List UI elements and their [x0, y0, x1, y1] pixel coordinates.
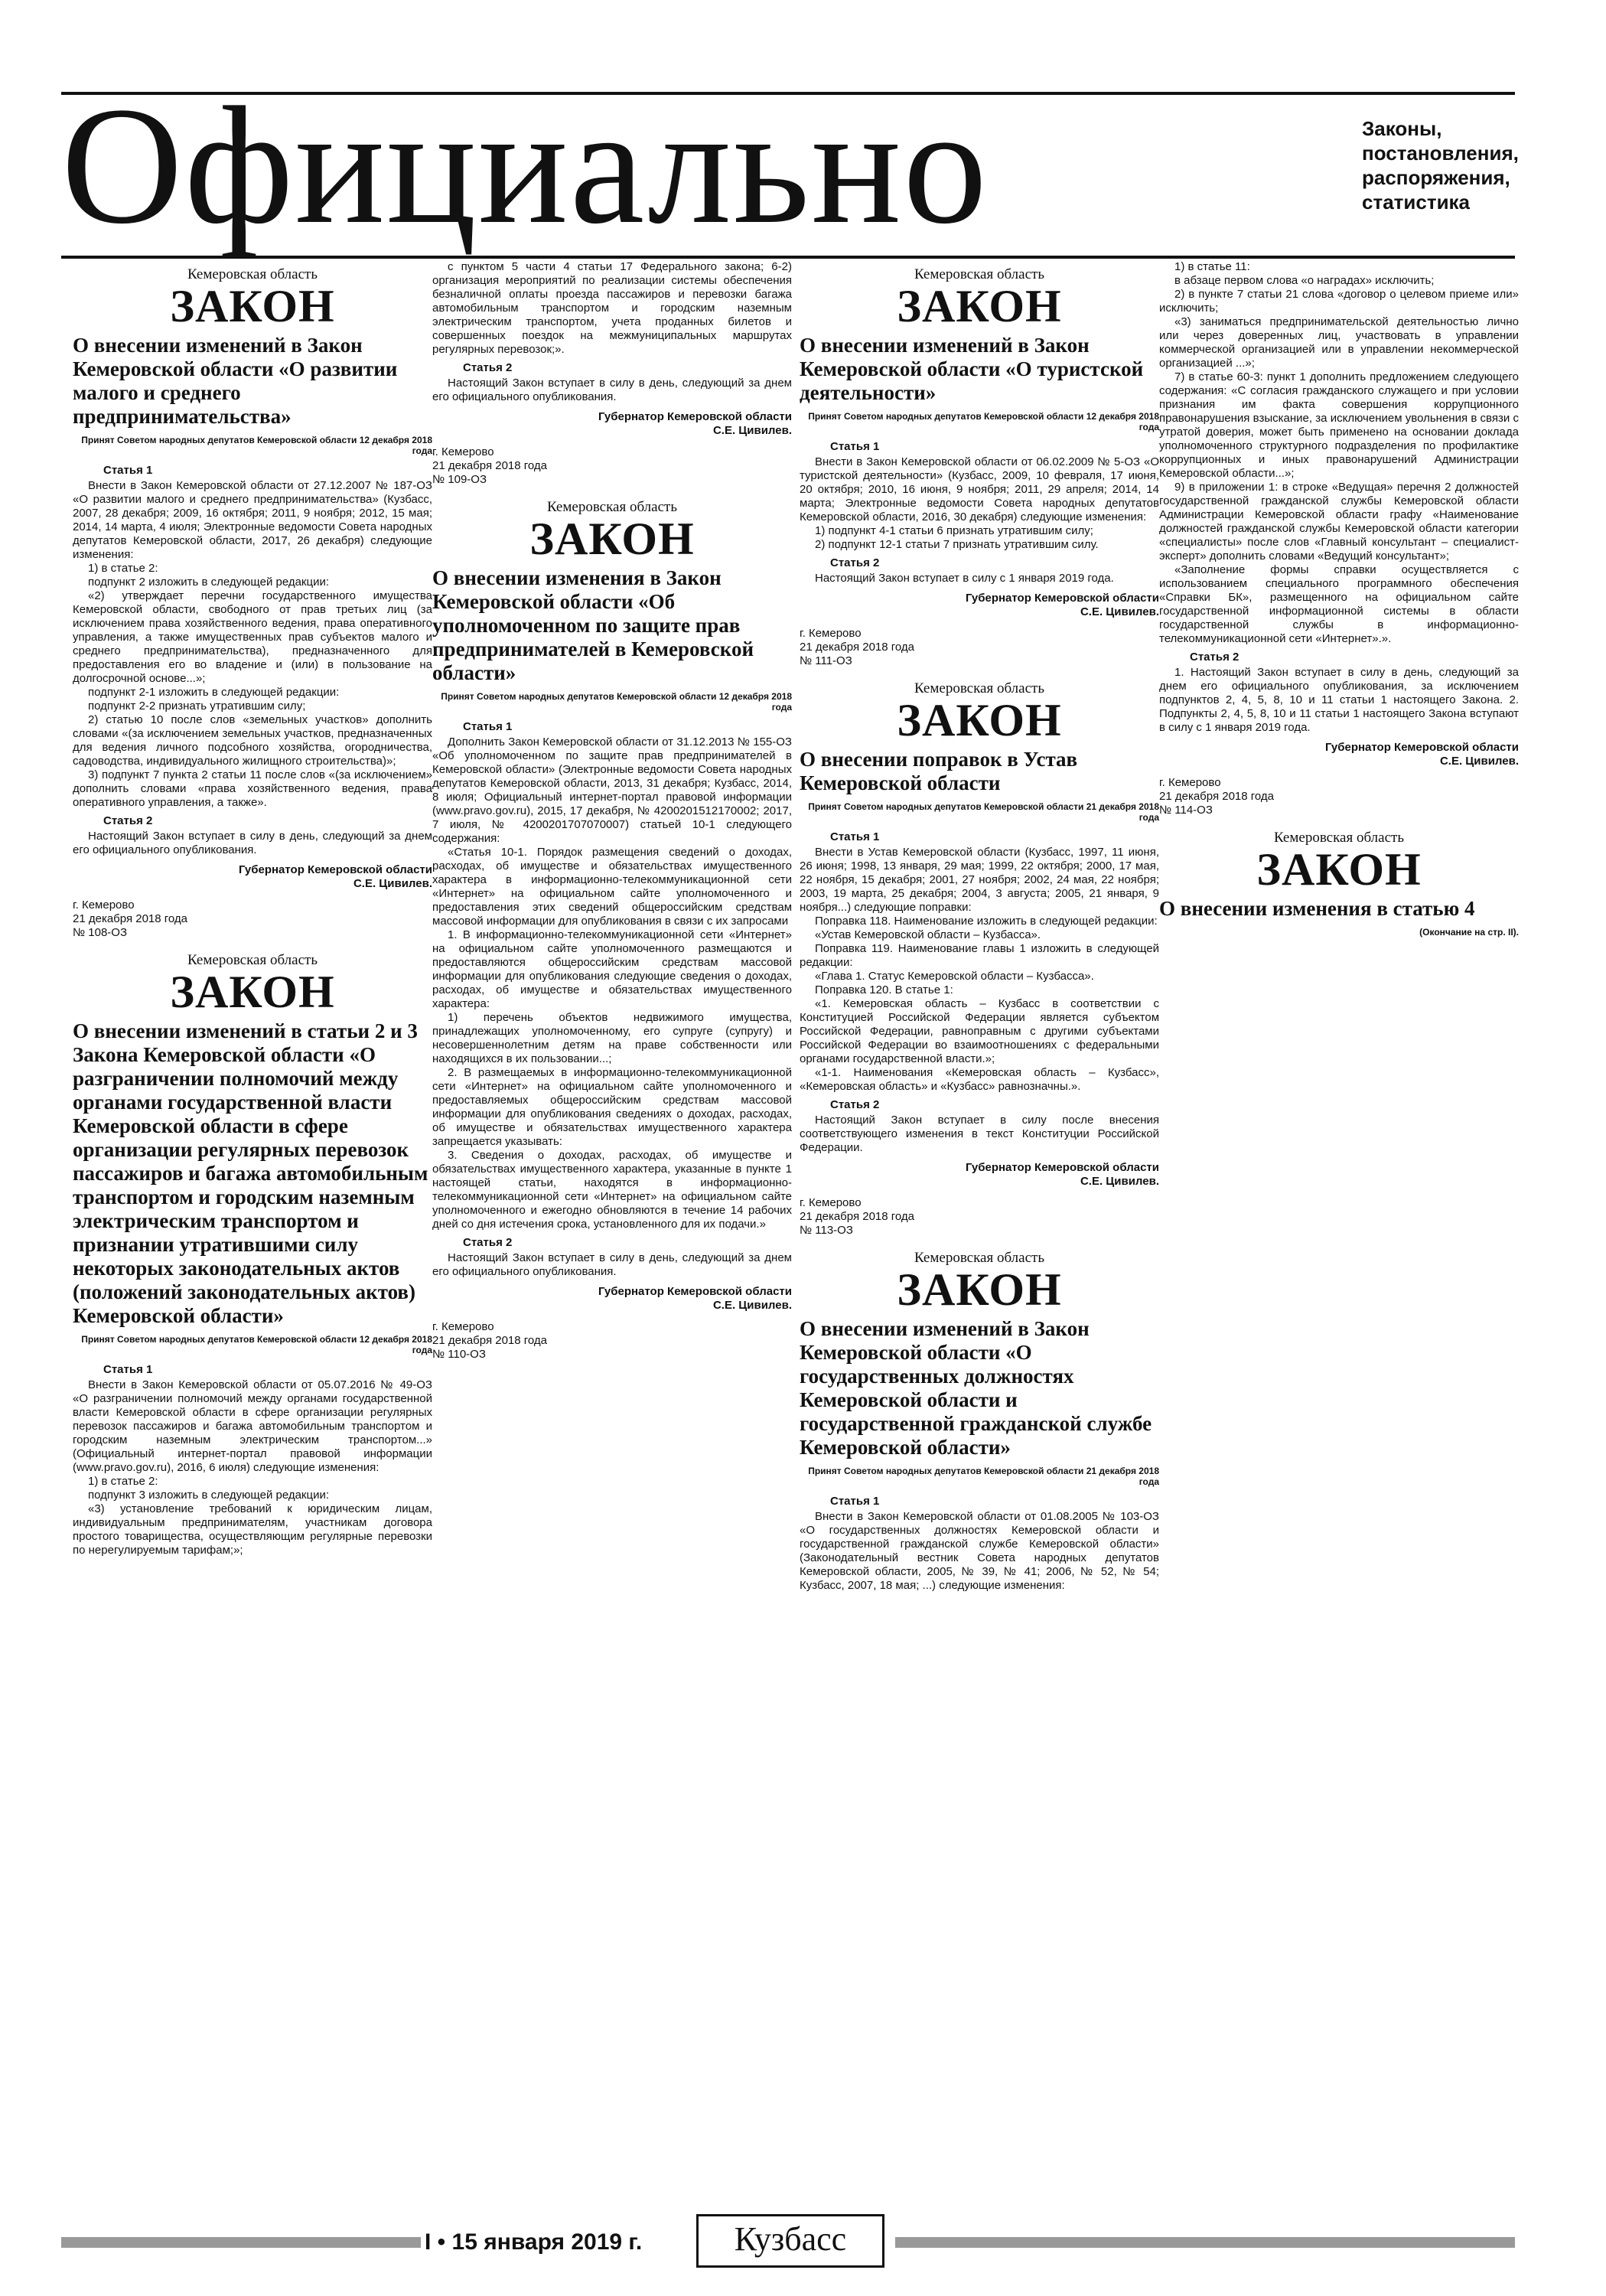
law-paragraph: 1) подпункт 4-1 статьи 6 признать утратившим силу; [815, 524, 1093, 537]
law-paragraph: 2) в пункте 7 статьи 21 слова «договор о целевом приеме или» исключить; [1159, 288, 1519, 315]
law-adopted: Принят Советом народных депутатов Кемеровской области 12 декабря 2018 года [441, 691, 792, 713]
law-number: № 114-ОЗ [1159, 804, 1213, 817]
governor-title: Губернатор Кемеровской области [1324, 741, 1519, 754]
article-heading: Статья 2 [1190, 651, 1240, 664]
law-title: О внесении изменения в Закон Кемеровской области «Об уполномоченном по защите прав предпринимателей в Кемеровской области» [432, 566, 754, 684]
article-heading: Статья 1 [463, 720, 513, 733]
newspaper-logo: Кузбасс [696, 2214, 884, 2268]
governor-name: С.Е. Цивилев. [712, 424, 792, 437]
law-heading: ЗАКОН [1256, 844, 1422, 895]
governor-name: С.Е. Цивилев. [1080, 605, 1159, 618]
governor-title: Губернатор Кемеровской области [965, 592, 1159, 605]
law-region: Кемеровская область [187, 266, 318, 282]
governor-signature [73, 863, 432, 891]
law-paragraph: Внести в Закон Кемеровской области от 27.12.2007 № 187-ОЗ «О развитии малого и среднего предпринимательства» (Кузбасс, 2007, 28 декабря; 2009, 16 октября; 2011, 9 ноября; 2012, 15 мая; 2014, 14 марта, 4 июля; Электронные ведомости Совета народных депутатов Кемеровской области, 2017, 26 декабря) следующие изменения: [73, 479, 432, 561]
law-paragraph: Внести в Устав Кемеровской области (Кузбасс, 1997, 11 июня, 26 июня; 1998, 13 января, 29 мая; 1999, 22 октября; 2000, 17 мая, 22 ноября, 15 декабря; 2001, 27 ноября; 2002, 24 мая, 22 ноября; 2003, 19 марта, 25 декабря; 2004, 3 августа; 2005, 21 января, 9 ноября...) следующие поправки: [800, 846, 1159, 914]
law-paragraph: Настоящий Закон вступает в силу в день, следующий за днем его официального опубликования. [432, 377, 792, 403]
law-region: Кемеровская область [1273, 830, 1404, 846]
law-date: 21 декабря 2018 года [73, 912, 188, 925]
law-paragraph: «Статья 10-1. Порядок размещения сведений о доходах, расходах, об имуществе и обязательствах имущественного характера в информационно-телекоммуникационной сети «Интернет» на официальном сайте уполномоченного и предоставления этих сведений общероссийским средствам массовой информации для опубликования в связи с их запросами [432, 846, 792, 928]
governor-signature [1159, 741, 1519, 768]
masthead-title: Официально [61, 72, 989, 259]
law-date: 21 декабря 2018 года [432, 459, 548, 472]
law-paragraph: Внести в Закон Кемеровской области от 05.07.2016 № 49-ОЗ «О разграничении полномочий между органами государственной власти Кемеровской области в сфере организации регулярных перевозок пассажиров и багажа автомобильным транспортом и городским наземным электрическим транспортом...» (Официальный интернет-портал правовой информации (www.pravo.gov.ru), 2016, 6 июля) следующие изменения: [73, 1378, 432, 1474]
law-heading: ЗАКОН [897, 281, 1062, 331]
law-paragraph: Настоящий Закон вступает в силу после внесения соответствующего изменения в текст Конституции Российской Федерации. [800, 1114, 1159, 1154]
law-city: г. Кемерово [432, 1320, 494, 1333]
law-title: О внесении поправок в Устав Кемеровской области [800, 748, 1078, 794]
law-paragraph: 7) в статье 60-3: пункт 1 дополнить предложением следующего содержания: «С согласия гражданского служащего и при условии признания им факта совершения коррупционного правонарушения взыскание, за исключением увольнения в связи с утратой доверия, может быть применено на основании доклада уполномоченного структурного подразделения по профилактике коррупционных и иных правонарушений Администрации Кемеровской области...»; [1159, 370, 1519, 480]
article-heading: Статья 1 [830, 830, 880, 843]
governor-name: С.Е. Цивилев. [353, 877, 432, 890]
law-paragraph: Поправка 120. В статье 1: [815, 983, 953, 996]
law-paragraph: подпункт 2-1 изложить в следующей редакции: [88, 686, 340, 699]
governor-title: Губернатор Кемеровской области [238, 863, 432, 876]
law-date: 21 декабря 2018 года [432, 1334, 548, 1347]
law-region: Кемеровская область [914, 266, 1044, 282]
law-number: № 108-ОЗ [73, 926, 128, 939]
article-heading: Статья 1 [103, 464, 153, 477]
continued-note: (Окончание на стр. II). [1419, 927, 1519, 938]
article-heading: Статья 2 [830, 1098, 880, 1111]
law-adopted: Принят Советом народных депутатов Кемеровской области 12 декабря 2018 года [81, 435, 432, 456]
law-city: г. Кемерово [800, 1196, 862, 1209]
law-paragraph: Внести в Закон Кемеровской области от 01.08.2005 № 103-ОЗ «О государственных должностях Кемеровской области и государственной гражданской службе Кемеровской области» (Законодательный вестник Совета народных депутатов Кемеровской области, 2005, № 39, № 41; 2006, № 52, № 54; Кузбасс, 2007, 18 мая; ...) следующие изменения: [800, 1510, 1159, 1592]
governor-title: Губернатор Кемеровской области [965, 1161, 1159, 1174]
footer-bar-left [61, 2237, 421, 2248]
law-heading: ЗАКОН [897, 1264, 1062, 1315]
governor-signature [432, 410, 792, 438]
law-paragraph: 1) в статье 2: [88, 562, 158, 575]
article-heading: Статья 2 [103, 814, 153, 827]
law-paragraph: Настоящий Закон вступает в силу в день, следующий за днем его официального опубликования. [432, 1251, 792, 1278]
law-paragraph: 1) перечень объектов недвижимого имущества, принадлежащих уполномоченному, его супруге (супругу) и несовершеннолетним детям на праве собственности или находящихся в их пользовании...; [432, 1011, 792, 1065]
law-paragraph: 2) подпункт 12-1 статьи 7 признать утратившим силу. [815, 538, 1099, 551]
governor-signature [432, 1285, 792, 1313]
masthead-tagline: Законы, постановления, распоряжения, статистика [1362, 117, 1519, 214]
footer-bar-right [895, 2237, 1515, 2248]
law-paragraph: Поправка 118. Наименование изложить в следующей редакции: [815, 915, 1158, 928]
law-paragraph: 3. Сведения о доходах, расходах, об имуществе и обязательствах имущественного характера, указанные в пункте 1 настоящей статьи, находятся в информационно-телекоммуникационной сети «Интернет» на официальном сайте уполномоченного и ежегодно обновляются в течение 14 рабочих дней со дня истечения срока, установленного для их подачи.» [432, 1149, 792, 1231]
column-4 [1159, 260, 1519, 945]
law-signature-block [800, 1196, 1159, 1238]
law-city: г. Кемерово [73, 899, 135, 912]
law-paragraph: 2) статью 10 после слов «земельных участков» дополнить словами «(за исключением земельных участков, предназначенных для ведения личного подсобного хозяйства, огородничества, садоводства, индивидуального жилищного строительства)»; [73, 713, 432, 768]
law-paragraph: 1) в статье 11: [1174, 260, 1250, 273]
law-paragraph: «1-1. Наименования «Кемеровская область – Кузбасс», «Кемеровская область» и «Кузбасс» равнозначны.». [800, 1066, 1159, 1093]
law-paragraph: с пунктом 5 части 4 статьи 17 Федерального закона; 6-2) организация мероприятий по реализации системы обеспечения безналичной оплаты проезда пассажиров и перевозки багажа автомобильным транспортом и городским наземным электрическим транспортом, учета проданных билетов и совершенных поездок на межмуниципальных маршрутах регулярных перевозок;». [432, 260, 792, 356]
article-heading: Статья 1 [103, 1363, 153, 1376]
law-paragraph: 1. В информационно-телекоммуникационной сети «Интернет» на официальном сайте уполномоченного размещаются и предоставляются общероссийским средствам массовой информации для опубликования следующие сведения о доходах, расходах, об имуществе и обязательствах имущественного характера: [432, 928, 792, 1010]
law-city: г. Кемерово [800, 627, 862, 640]
governor-name: С.Е. Цивилев. [1439, 755, 1519, 768]
law-paragraph: «Устав Кемеровской области – Кузбасса». [815, 928, 1041, 941]
law-paragraph: 2. В размещаемых в информационно-телекоммуникационной сети «Интернет» на официальном сайте уполномоченного и предоставляемых общероссийским средствам массовой информации для опубликования сведениях о доходах, расходах, об имуществе и обязательствах имущественного характера запрещается указывать: [432, 1066, 792, 1148]
law-paragraph: 9) в приложении 1: в строке «Ведущая» перечня 2 должностей государственной гражданской службы Кемеровской области Администрации Кемеровской области графу «Наименование должностей гражданской службы Кемеровской области категории «специалисты» после слов «Главный консультант – специалист-эксперт» дополнить словами «Ведущий консультант»; [1159, 481, 1519, 563]
governor-signature [800, 1161, 1159, 1189]
law-signature-block [73, 899, 432, 940]
law-paragraph: «Заполнение формы справки осуществляется с использованием специального программного обеспечения «Справки БК», размещенного на официальном сайте государственной информационной системы в области государственной службы в информационно-телекоммуникационной сети «Интернет».». [1159, 563, 1519, 645]
masthead [61, 72, 1519, 259]
law-number: № 111-ОЗ [800, 654, 852, 667]
law-paragraph: «2) утверждает перечни государственного имущества Кемеровской области, свободного от прав третьих лиц (за исключением права хозяйственного ведения, права оперативного управления, а также имущественных прав субъектов малого и среднего предпринимательства), предназначенного для предоставления его во владение и (или) в пользование на долгосрочной основе...»; [73, 589, 432, 685]
law-paragraph: Настоящий Закон вступает в силу в день, следующий за днем его официального опубликования. [73, 830, 432, 856]
law-title: О внесении изменений в статьи 2 и 3 Закона Кемеровской области «О разграничении полномочий между органами государственной власти Кемеровской области в сфере организации регулярных перевозок пассажиров и багажа автомобильным транспортом и городским наземным электрическим транспортом и признании утратившими силу некоторых законодательных актов (положений законодательных актов) Кемеровской области» [73, 1019, 428, 1327]
governor-title: Губернатор Кемеровской области [598, 1285, 792, 1298]
law-region: Кемеровская область [914, 680, 1044, 696]
law-paragraph: Настоящий Закон вступает в силу с 1 января 2019 года. [815, 572, 1114, 585]
governor-signature [800, 592, 1159, 619]
law-paragraph: «1. Кемеровская область – Кузбасс в соответствии с Конституцией Российской Федерации является субъектом Российской Федерации, равноправным с другими субъектами Российской Федерации во взаимоотношениях с федеральными органами государственной власти.»; [800, 997, 1159, 1065]
law-date: 21 декабря 2018 года [800, 1210, 915, 1223]
page-footer [61, 2220, 1515, 2262]
law-paragraph: подпункт 2 изложить в следующей редакции: [88, 576, 330, 589]
law-adopted: Принят Советом народных депутатов Кемеровской области 12 декабря 2018 года [808, 411, 1159, 432]
law-paragraph: 1) в статье 2: [88, 1475, 158, 1488]
article-heading: Статья 1 [830, 1495, 880, 1508]
law-paragraph: Поправка 119. Наименование главы 1 изложить в следующей редакции: [800, 942, 1159, 969]
law-title: О внесении изменений в Закон Кемеровской области «О туристской деятельности» [800, 334, 1144, 404]
law-paragraph: 3) подпункт 7 пункта 2 статьи 11 после слов «(за исключением» дополнить словами «права хозяйственного ведения, права оперативного управления, а также». [73, 768, 432, 809]
law-adopted: Принят Советом народных депутатов Кемеровской области 21 декабря 2018 года [808, 801, 1159, 823]
law-adopted: Принят Советом народных депутатов Кемеровской области 12 декабря 2018 года [81, 1334, 432, 1355]
law-paragraph: «Глава 1. Статус Кемеровской области – Кузбасса». [815, 970, 1094, 983]
governor-name: С.Е. Цивилев. [712, 1299, 792, 1312]
article-heading: Статья 2 [463, 361, 513, 374]
footer-page-date: I • 15 января 2019 г. [425, 2229, 643, 2255]
article-heading: Статья 2 [830, 556, 880, 569]
law-city: г. Кемерово [1159, 776, 1221, 789]
law-region: Кемеровская область [187, 952, 318, 968]
governor-name: С.Е. Цивилев. [1080, 1175, 1159, 1188]
law-signature-block [1159, 776, 1519, 817]
law-number: № 110-ОЗ [432, 1348, 486, 1361]
article-heading: Статья 2 [463, 1236, 513, 1249]
law-paragraph: 1. Настоящий Закон вступает в силу в день, следующий за днем его официального опубликования, за исключением подпунктов 2, 4, 5, 8, 10 и 11 статьи 1 настоящего Закона. 2. Подпункты 2, 4, 5, 8, 10 и 11 статьи 1 настоящего Закона вступают в силу с 1 января 2019 года. [1159, 666, 1519, 734]
law-title: О внесении изменения в статью 4 [1159, 897, 1475, 920]
governor-title: Губернатор Кемеровской области [598, 410, 792, 423]
law-date: 21 декабря 2018 года [1159, 790, 1275, 803]
law-adopted: Принят Советом народных депутатов Кемеровской области 21 декабря 2018 года [808, 1466, 1159, 1487]
law-paragraph: Внести в Закон Кемеровской области от 06.02.2009 № 5-ОЗ «О туристской деятельности» (Кузбасс, 2009, 10 февраля, 17 июня, 20 октября; 2010, 16 июня, 9 ноября; 2011, 29 апреля; 2014, 14 марта; Электронные ведомости Совета народных депутатов Кемеровской области, 2016, 30 декабря) следующие изменения: [800, 455, 1159, 523]
law-heading: ЗАКОН [170, 967, 335, 1017]
law-heading: ЗАКОН [170, 281, 335, 331]
article-heading: Статья 1 [830, 440, 880, 453]
law-heading: ЗАКОН [897, 695, 1062, 745]
law-signature-block [432, 1320, 792, 1362]
law-title: О внесении изменений в Закон Кемеровской области «О государственных должностях Кемеровской области и государственной гражданской службе Кемеровской области» [800, 1317, 1152, 1459]
column-2 [432, 260, 792, 1375]
law-region: Кемеровская область [914, 1250, 1044, 1266]
law-heading: ЗАКОН [529, 514, 695, 564]
law-paragraph: подпункт 2-2 признать утратившим силу; [88, 700, 306, 713]
law-paragraph: «3) установление требований к юридическим лицам, индивидуальным предпринимателям, участникам договора простого товарищества, осуществляющим регулярные перевозки по нерегулируемым тарифам;»; [73, 1502, 432, 1557]
law-paragraph: в абзаце первом слова «о наградах» исключить; [1174, 274, 1435, 287]
law-signature-block [432, 445, 792, 487]
column-3 [800, 260, 1159, 1593]
law-title: О внесении изменений в Закон Кемеровской области «О развитии малого и среднего предпринимательства» [73, 334, 398, 428]
law-paragraph: «3) заниматься предпринимательской деятельностью лично или через доверенных лиц, участвовать в управлении коммерческой организацией или в управлении некоммерческой организацией ...»; [1159, 315, 1519, 370]
law-region: Кемеровская область [546, 499, 677, 515]
law-paragraph: Дополнить Закон Кемеровской области от 31.12.2013 № 155-ОЗ «Об уполномоченном по защите прав предпринимателей в Кемеровской области» (Электронные ведомости Совета народных депутатов Кемеровской области, 2013, 31 декабря; Кузбасс, 2014, 8 июля; Официальный интернет-портал правовой информации (www.pravo.gov.ru), 2015, 17 декабря, № 4200201512170002; 2017, 7 июля, № 4200201707070007) статьей 10-1 следующего содержания: [432, 735, 792, 845]
law-date: 21 декабря 2018 года [800, 641, 915, 654]
law-paragraph: подпункт 3 изложить в следующей редакции: [88, 1489, 330, 1502]
law-signature-block [800, 627, 1159, 668]
column-1 [73, 260, 432, 1557]
law-city: г. Кемерово [432, 445, 494, 458]
law-number: № 113-ОЗ [800, 1224, 853, 1237]
law-number: № 109-ОЗ [432, 473, 487, 486]
